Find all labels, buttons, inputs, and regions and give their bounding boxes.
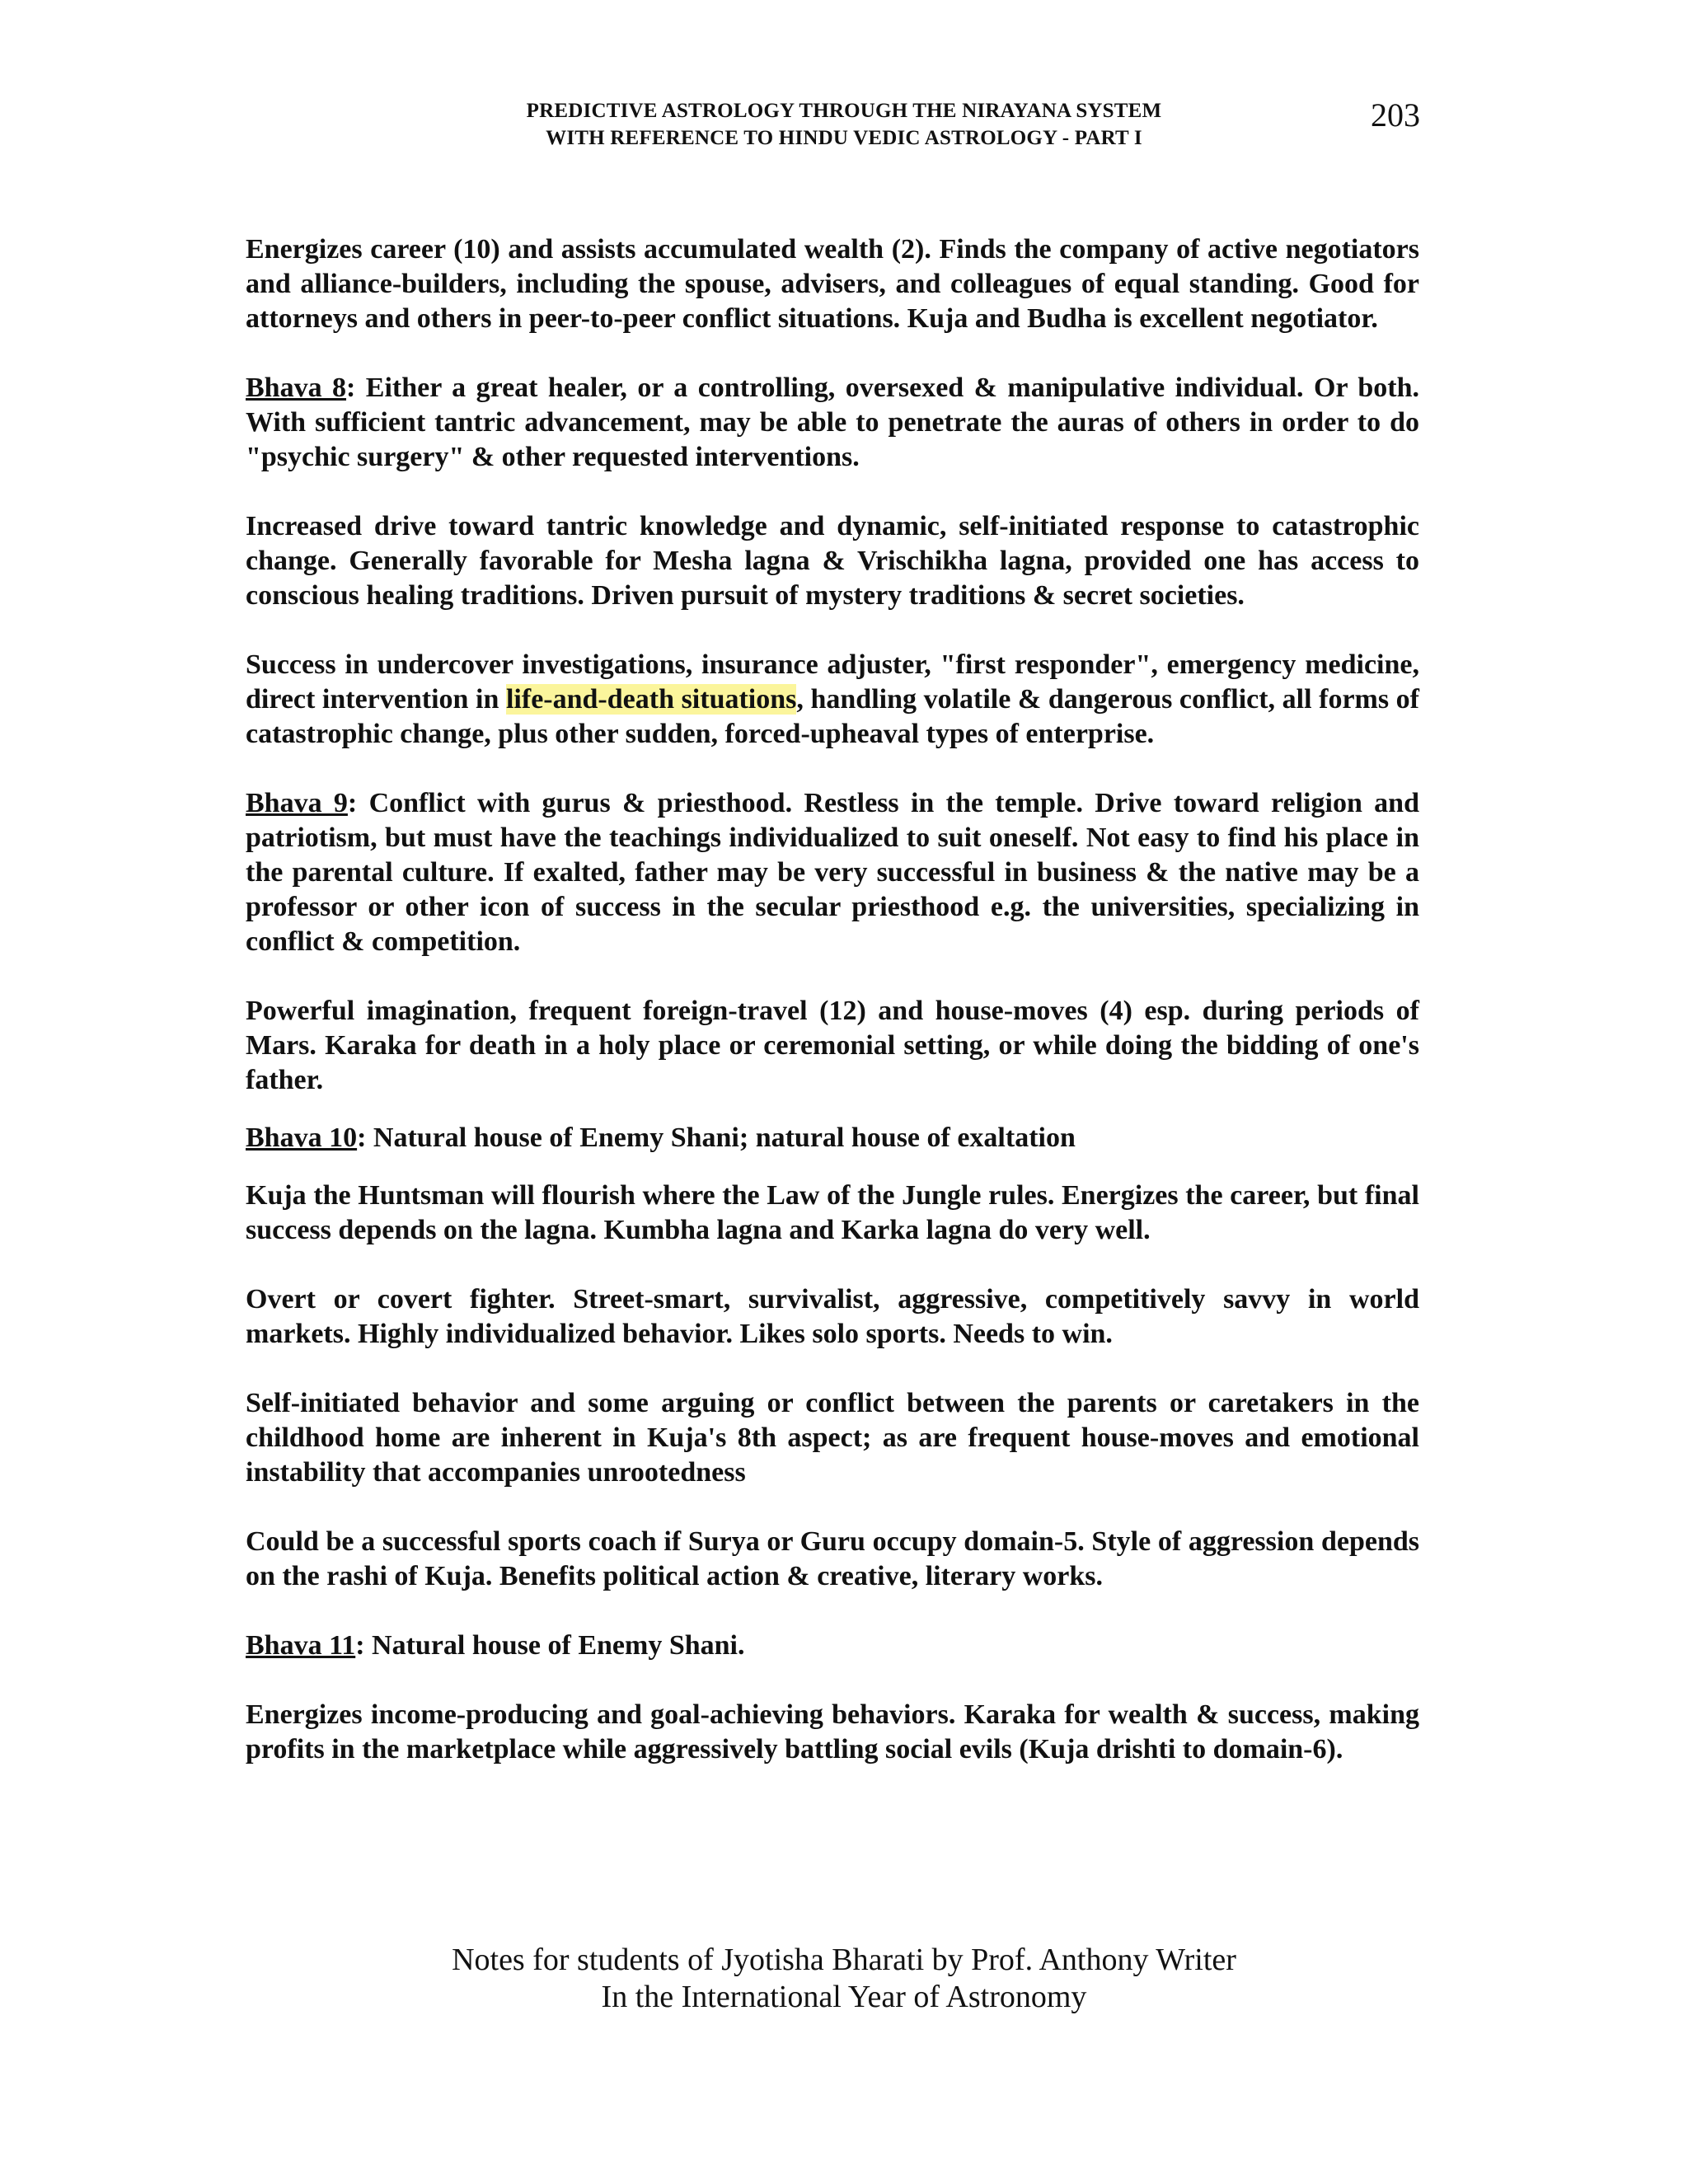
bhava-10-heading: Bhava 10 [246, 1122, 358, 1153]
paragraph-fighter: Overt or covert fighter. Street-smart, survivalist, aggressive, competitively savvy in world markets. Highly individualized behavior. Likes solo sports. Needs to win. [246, 1284, 1419, 1349]
paragraph-sports-coach: Could be a successful sports coach if Surya or Guru occupy domain-5. Style of aggression depends on the rashi of Kuja. Benefits political action & creative, literary works. [246, 1526, 1419, 1591]
footer-line-2: In the International Year of Astronomy [601, 1980, 1087, 2014]
bhava-9-heading: Bhava 9 [246, 788, 348, 818]
footer-line-1: Notes for students of Jyotisha Bharati by Prof. Anthony Writer [452, 1943, 1236, 1977]
page-number: 203 [1371, 96, 1420, 134]
page-footer [0, 1942, 1688, 2016]
body-text [246, 232, 1419, 1767]
paragraph-tantric: Increased drive toward tantric knowledge and dynamic, self-initiated response to catastrophic change. Generally favorable for Mesha lagna & Vrischikha lagna, provided one has access to conscious healing traditions. Driven pursuit of mystery traditions & secret societies. [246, 511, 1419, 611]
paragraph-bhava-11 [246, 1629, 1419, 1663]
header-line-2: WITH REFERENCE TO HINDU VEDIC ASTROLOGY - PART I [546, 127, 1142, 149]
paragraph-huntsman: Kuja the Huntsman will flourish where the Law of the Jungle rules. Energizes the career, but final success depends on the lagna. Kumbha lagna and Karka lagna do very well. [246, 1180, 1419, 1245]
paragraph-bhava-8 [246, 371, 1419, 475]
header-line-1: PREDICTIVE ASTROLOGY THROUGH THE NIRAYANA SYSTEM [526, 100, 1162, 122]
success-text-before: Success in undercover investigations, insurance adjuster, "first responder", emergency medicine, direct intervention in [246, 649, 1419, 715]
paragraph-income: Energizes income-producing and goal-achieving behaviors. Karaka for wealth & success, making profits in the marketplace while aggressively battling social evils (Kuja drishti to domain-6). [246, 1699, 1419, 1765]
paragraph-success [246, 648, 1419, 752]
paragraph-imagination: Powerful imagination, frequent foreign-travel (12) and house-moves (4) esp. during periods of Mars. Karaka for death in a holy place or ceremonial setting, or while doing the bidding of one's father. [246, 996, 1419, 1095]
highlighted-text: life-and-death situations [505, 684, 797, 715]
bhava-8-text: : Either a great healer, or a controlling, oversexed & manipulative individual. Or both. With sufficient tantric advancement, may be able to penetrate the auras of others in order to do "psychic surgery" & other requested interventions. [246, 373, 1419, 472]
success-text-after: , handling volatile & dangerous conflict, all forms of catastrophic change, plus other sudden, forced-upheaval types of enterprise. [246, 684, 1419, 749]
bhava-11-heading: Bhava 11 [246, 1630, 356, 1661]
paragraph-bhava-9 [246, 786, 1419, 959]
bhava-11-text: : Natural house of Enemy Shani. [355, 1630, 745, 1661]
bhava-10-text: : Natural house of Enemy Shani; natural house of exaltation [357, 1122, 1076, 1153]
bhava-9-text: : Conflict with gurus & priesthood. Restless in the temple. Drive toward religion and patriotism, but must have the teachings individualized to suit oneself. Not easy to find his place in the parental culture. If exalted, father may be very successful in business & the native may be a professor or other icon of success in the secular priesthood e.g. the universities, specializing in conflict & competition. [246, 788, 1419, 957]
paragraph-bhava-10 [246, 1121, 1419, 1155]
bhava-8-heading: Bhava 8 [246, 373, 347, 403]
running-header [0, 97, 1688, 152]
paragraph-career: Energizes career (10) and assists accumulated wealth (2). Finds the company of active negotiators and alliance-builders, including the spouse, advisers, and colleagues of equal standing. Good for attorneys and others in peer-to-peer conflict situations. Kuja and Budha is excellent negotiator. [246, 234, 1419, 334]
paragraph-self-initiated: Self-initiated behavior and some arguing or conflict between the parents or caretakers in the childhood home are inherent in Kuja's 8th aspect; as are frequent house-moves and emotional instability that accompanies unrootedness [246, 1388, 1419, 1488]
